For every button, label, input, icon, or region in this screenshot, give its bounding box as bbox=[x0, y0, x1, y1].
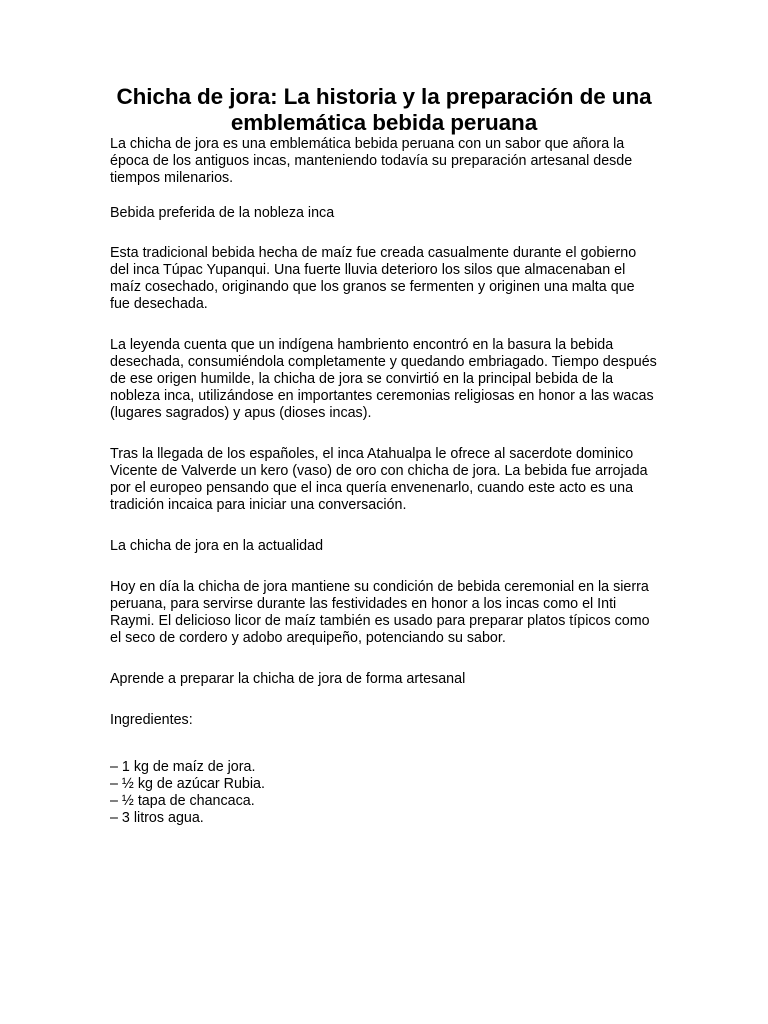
section-heading-actualidad: La chicha de jora en la actualidad bbox=[110, 538, 324, 554]
paragraph-leyenda: La leyenda cuenta que un indígena hambriento encontró en la basura la bebida desechada, consumiéndola completamente y quedando embriagado. Tiempo después de ese origen humilde, la chicha de jora se convirtió en la principal bebida de la nobleza inca, utilizándose en importantes ceremonias religiosas en honor a las wacas (lugares sagrados) y apus (dioses incas). bbox=[110, 337, 657, 421]
section-heading-preparar: Aprende a preparar la chicha de jora de forma artesanal bbox=[110, 671, 466, 687]
list-item: – 3 litros agua. bbox=[110, 810, 204, 826]
paragraph-hoy: Hoy en día la chicha de jora mantiene su condición de bebida ceremonial en la sierra peruana, para servirse durante las festividades en honor a los incas como el Inti Raymi. El delicioso licor de maíz también es usado para preparar platos típicos como el seco de cordero y adobo arequipeño, potenciando su sabor. bbox=[110, 579, 650, 646]
section-heading-nobleza: Bebida preferida de la nobleza inca bbox=[110, 205, 335, 221]
list-item: – 1 kg de maíz de jora. bbox=[110, 759, 256, 775]
paragraph-origen: Esta tradicional bebida hecha de maíz fue creada casualmente durante el gobierno del inca Túpac Yupanqui. Una fuerte lluvia deterioro los silos que almacenaban el maíz cosechado, originando que los granos se fermenten y originen una malta que fue desechada. bbox=[110, 245, 637, 312]
list-item: – ½ kg de azúcar Rubia. bbox=[110, 776, 265, 792]
ingredients-list bbox=[110, 759, 658, 827]
intro-paragraph: La chicha de jora es una emblemática bebida peruana con un sabor que añora la época de los antiguos incas, manteniendo todavía su preparación artesanal desde tiempos milenarios. bbox=[110, 136, 633, 186]
document-title: Chicha de jora: La historia y la preparación de una emblemática bebida peruana bbox=[116, 84, 652, 135]
ingredients-label: Ingredientes: bbox=[110, 712, 193, 728]
paragraph-espanoles: Tras la llegada de los españoles, el inca Atahualpa le ofrece al sacerdote dominico Vicente de Valverde un kero (vaso) de oro con chicha de jora. La bebida fue arrojada por el europeo pensando que el inca quería envenenarlo, cuando este acto es una tradición incaica para iniciar una conversación. bbox=[110, 446, 648, 513]
list-item: – ½ tapa de chancaca. bbox=[110, 793, 255, 809]
